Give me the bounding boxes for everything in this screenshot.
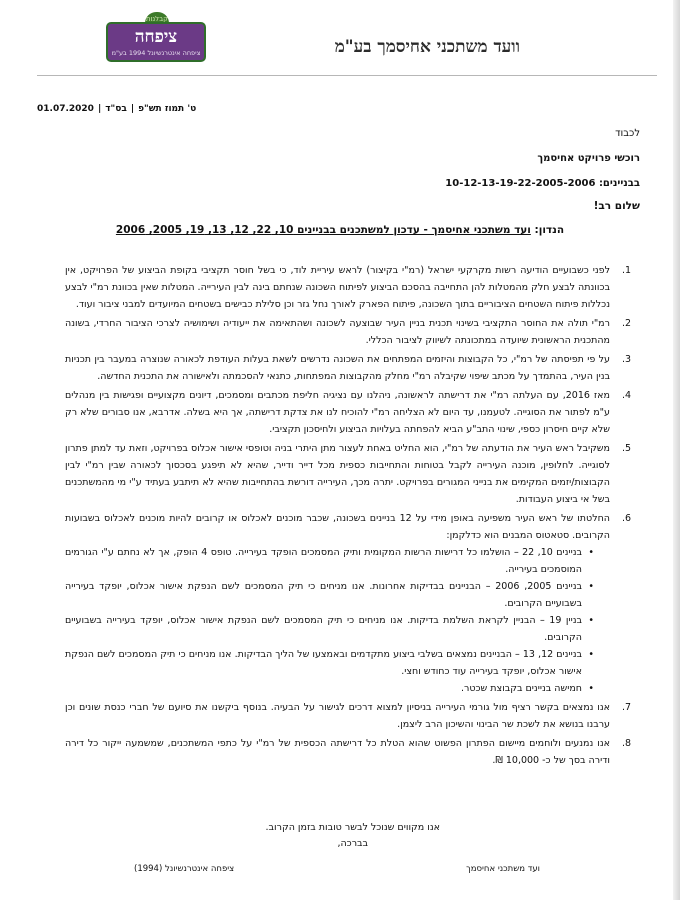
item-number: 5. xyxy=(622,443,632,454)
item-number: 2. xyxy=(622,318,632,329)
bullet-item: • חמישה בניינים בקבוצת שכטר. xyxy=(65,680,592,697)
signature-company: ציפחה אינטרנשיונל (1994) xyxy=(134,864,235,874)
item-text: לפני כשבועיים הודיעה רשות מקרקעי ישראל (רמ"י בקיצור) לראש עיריית לוד, כי בשל חוסר תקציבי בקופת הביצוע של הפרויקט, אין בכוונתה לבצע חלק מהמטלות להן התחייבה בהסכם הביצוע לפיתוח השכונה שנחתם בינה לבין העירייה. המטלות שאין בכוונת רמ"י לבצע נכללות פיתוח השטחים הציבוריים בתוך השכונה, פיתוח הפארק לאורך נחל גזר וכן סלילת כבישים בשטחים המיועדים למבני ציבור ועוד. xyxy=(65,265,610,310)
date: 01.07.2020 xyxy=(37,104,94,114)
subject-text: ועד משתכני אחיסמך - עדכון למשתכנים בבניינים 10, 22, 12, 13, 19, 2005, 2006 xyxy=(115,224,531,236)
item-text: רמ"י תולה את החוסר התקציבי בשינוי תכנית בניין העיר שבוצעה לשכונה ושהתאימה את ייעודיה ושימושיה לצרכי הציבור החרדי, בשונה מהתכנית הראשונית שיועדה במתכונתה לשיווק לציבור הכללי. xyxy=(65,318,610,346)
item-text: אנו נמצאים בקשר רציף מול גורמי העירייה בניסיון למצוא דרכים לגישור על הבעיה. בנוסף ביקשנו את סיועם של חברי כנסת שונים וכן ערבנו בנושא את לשכת שר הבינוי והשיכון הרב ליצמן. xyxy=(65,702,610,730)
buildings-label: בבניינים: xyxy=(598,178,640,189)
list-item xyxy=(65,510,640,697)
item-number: 3. xyxy=(622,354,632,365)
to-label: לכבוד xyxy=(615,128,640,139)
header-divider xyxy=(37,75,657,76)
bullet-item: • בניינים 12, 13 – הבניינים נמצאים בשלבי ביצוע מתקדמים ובאמצעו של הליך הבדיקות. אנו מניחים כי תיק המסמכים לשם הנפקת אישור אכלוס, יופקד בעירייה עוד כחודש וחצי. xyxy=(65,646,592,680)
bullet-item: • בניינים 10, 22 – הושלמו כל דרישות הרשות המקומית ותיק המסמכים הופקד בעירייה. טופס 4 הופק, אך לא נחתם ע"י הגורמים המוסמכים בעירייה. xyxy=(65,544,592,578)
item-number: 8. xyxy=(622,738,632,749)
item-number: 1. xyxy=(622,265,632,276)
buildings-value: 10-12-13-19-22-2005-2006 xyxy=(445,178,596,189)
closing-regards: בברכה, xyxy=(337,838,369,849)
closing-line: אנו מקווים שנוכל לבשר טובות בזמן הקרוב. xyxy=(265,822,440,833)
logo-crest: קבלנות xyxy=(145,12,169,26)
hebrew-date: ט' תמוז תש"פ xyxy=(138,104,197,114)
item-text: משקיבל ראש העיר את הודעתה של רמ"י, הוא החליט באחת לעצור מתן היתרי בניה וטופסי אישור אכלוס בפרויקט, וזאת עד למתן פתרון לסוגייה. לחלופין, מוכנה העירייה לקבל בטוחות והתחייבות כספית מכל דייר ודייר, שהיא לא תיפגע בסכסוך לכאורה שבין רמ"י לבין הקבוצות/יזמים המקימים את בנייני המגורים בפרויקט. יתרה מכך, העירייה דורשת בהתחייבות שהיא לא תיתבע בעתיד ע"י מי מהמשתכנים בשל אי ביצוע העבודות. xyxy=(65,443,610,505)
closing-block xyxy=(266,820,441,852)
item-number: 4. xyxy=(622,390,632,401)
company-logo xyxy=(108,14,204,64)
bullet-item: • בניין 19 – הבניין לקראת השלמת בדיקות. אנו מניחים כי תיק המסמכים לשם הנפקת אישור אכלוס, יופקד בעירייה בשבועיים הקרובים. xyxy=(65,612,592,646)
item-number: 7. xyxy=(622,702,632,713)
letter-body xyxy=(65,262,640,771)
building-status-list xyxy=(65,544,610,697)
greeting: שלום רב! xyxy=(593,200,640,212)
item-text: מאז 2016, עם העלתה רמ"י את דרישתה לראשונה, ניהלנו עם נציגיה חליפת מכתבים ומסמכים, דיונים מקצועיים ופגישות בין מנהלים ע"מ לפתור את הסוגייה. לטעמנו, עד היום לא הצליחה רמ"י להוכיח לנו את צדקת דרישתה, אך היא בשלה. אדרבא, אנו סבורים שלא רק שלא קיים חיסרון כספי, שינוי התב"ע הביא להפחתה בעלויות הביצוע ולחיסכון תקציבי. xyxy=(65,390,610,435)
list-item xyxy=(65,735,640,769)
item-text: אנו נמנעים ולוחמים מיישום הפתרון הפשוט שהוא הטלת כל דרישתה הכספית של רמ"י על כתפי המשתכנים, שמשמעה ייקור כל דירה ודירה בסך של כ- 10,000 ₪. xyxy=(65,738,610,766)
date-line: 01.07.2020 | ט' תמוז תש"פ|בס"ד xyxy=(37,104,197,114)
recipients: רוכשי פרויקט אחיסמך xyxy=(537,153,640,164)
list-item xyxy=(65,262,640,313)
item-text: החלטתו של ראש העיר משפיעה באופן מידי על 12 בניינים בשכונה, שכבר מוכנים לאכלוס או קרובים להיות מוכנים לאכלוס בשבועות הקרובים. סטאטוס המבנים הוא כדלקמן: xyxy=(65,513,611,541)
item-text: על פי תפיסתה של רמ"י, כל הקבוצות והיזמים המפתחים את השכונה נדרשים לשאת בעלות העודפת לכאורה שנוצרה במעבר בין תכניות בנין העיר, בהתמדך על מכתב שיפוי שקיבלה רמ"י מחלק מהקבוצות המפתחות, כתנאי להסכמתה ולאישורה את התכנית החדשה. xyxy=(65,354,610,382)
logo-subtitle: ציפחה אינטרנשיונל 1994 בע"מ xyxy=(111,49,201,57)
page-edge xyxy=(673,0,680,900)
signature-committee: ועד משתכני אחיסמך xyxy=(466,864,540,874)
logo-name: ציפחה xyxy=(134,27,178,47)
subject-line xyxy=(40,224,640,236)
list-item xyxy=(65,699,640,733)
org-name-heading: וועד משתכני אחיסמך בע"מ xyxy=(334,37,520,57)
list-item xyxy=(65,351,640,385)
item-number: 6. xyxy=(622,513,632,524)
list-item xyxy=(65,387,640,438)
subject-label: הנדון: xyxy=(534,224,565,236)
bsd-mark: בס"ד xyxy=(105,104,127,114)
list-item xyxy=(65,315,640,349)
list-item xyxy=(65,440,640,508)
buildings-line xyxy=(445,178,640,189)
bullet-item: • בניינים 2005, 2006 – הבניינים בבדיקות אחרונות. אנו מניחים כי תיק המסמכים לשם הנפקת אישור אכלוס, יופקד בעירייה בשבועיים הקרובים. xyxy=(65,578,592,612)
